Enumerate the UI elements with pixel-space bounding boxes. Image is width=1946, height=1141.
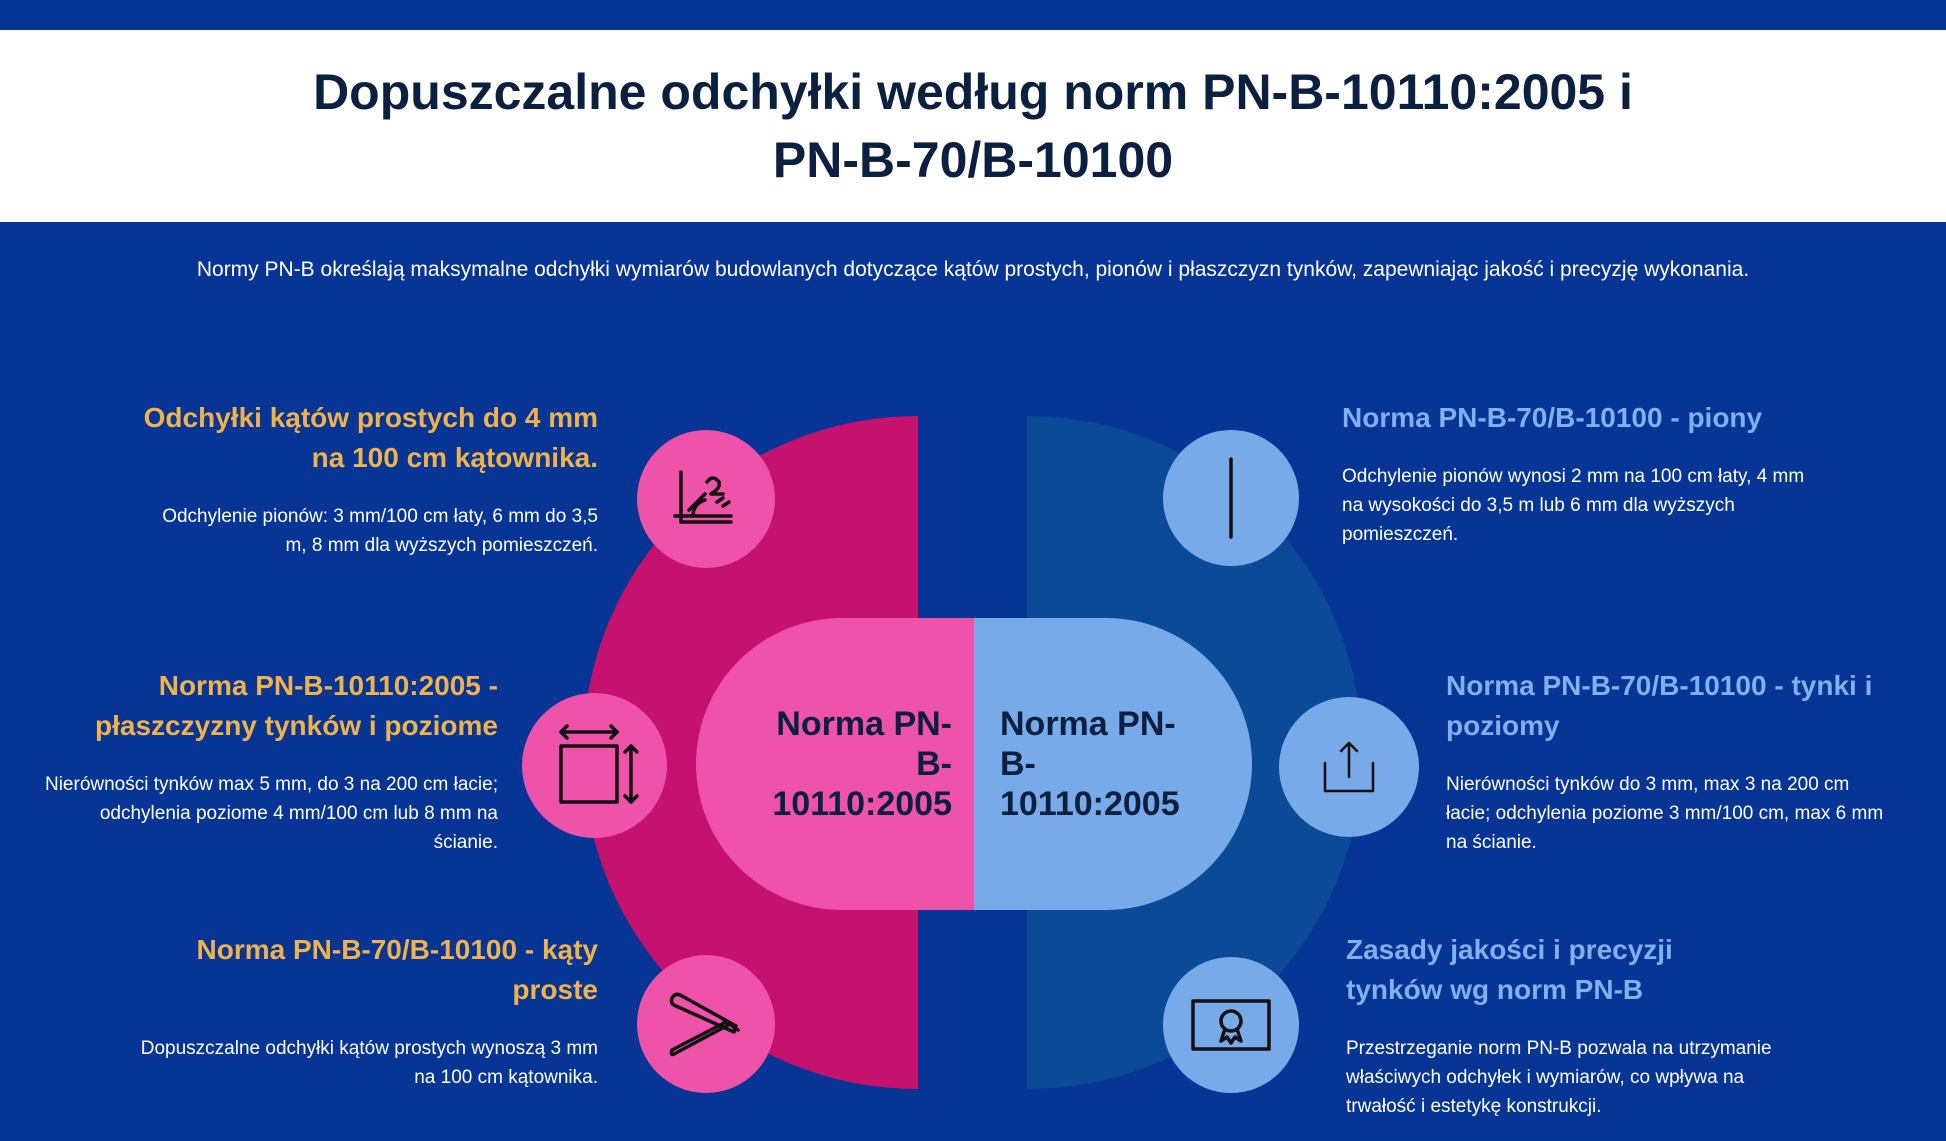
header (0, 30, 1946, 222)
right-item-2-title: Norma PN-B-70/B-10100 - tynki i poziomy (1446, 670, 1873, 741)
vertical-line-icon (1163, 430, 1299, 566)
left-item-2 (40, 666, 498, 857)
right-item-2-text: Nierówności tynków do 3 mm, max 3 na 200 cm łacie; odchylenia poziome 3 mm/100 cm, max 6 mm na ścianie. (1446, 774, 1884, 853)
right-item-3 (1346, 930, 1816, 1121)
resize-square-icon (522, 693, 667, 838)
right-item-3-title: Zasady jakości i precyzji tynków wg norm PN-B (1346, 934, 1673, 1005)
left-item-1 (120, 398, 598, 560)
right-item-3-text: Przestrzeganie norm PN-B pozwala na utrzymanie właściwych odchyłek i wymiarów, co wpływa na trwałość i estetykę konstrukcji. (1346, 1038, 1772, 1117)
left-item-3-title: Norma PN-B-70/B-10100 - kąty proste (196, 934, 598, 1005)
upload-icon (1279, 697, 1419, 837)
right-item-1 (1342, 398, 1812, 549)
center-left-label: Norma PN-B-10110:2005 (772, 705, 952, 823)
left-item-3-text: Dopuszczalne odchyłki kątów prostych wynoszą 3 mm na 100 cm kątownika. (140, 1038, 598, 1088)
angle-measure-icon (637, 430, 775, 568)
left-item-3 (120, 930, 598, 1092)
center-right-label: Norma PN-B-10110:2005 (1000, 705, 1180, 823)
razor-icon (637, 955, 775, 1093)
certificate-icon (1163, 957, 1299, 1093)
page-subtitle: Normy PN-B określają maksymalne odchyłki wymiarów budowlanych dotyczące kątów prostych, pionów i płaszczyzn tynków, zapewniając jakość i precyzję wykonania. (196, 258, 1750, 281)
page-title: Dopuszczalne odchyłki według norm PN-B-10110:2005 i PN-B-70/B-10100 (313, 64, 1633, 188)
center-pill-left (696, 618, 974, 910)
right-item-2 (1446, 666, 1896, 857)
right-item-1-title: Norma PN-B-70/B-10100 - piony (1342, 402, 1763, 433)
left-item-2-title: Norma PN-B-10110:2005 - płaszczyzny tynków i poziome (95, 670, 498, 741)
right-item-1-text: Odchylenie pionów wynosi 2 mm na 100 cm łaty, 4 mm na wysokości do 3,5 m lub 6 mm dla wyższych pomieszczeń. (1342, 466, 1805, 545)
left-item-2-text: Nierówności tynków max 5 mm, do 3 na 200 cm łacie; odchylenia poziome 4 mm/100 cm lub 8 mm na ścianie. (44, 774, 498, 853)
left-item-1-title: Odchyłki kątów prostych do 4 mm na 100 cm kątownika. (143, 402, 598, 473)
left-item-1-text: Odchylenie pionów: 3 mm/100 cm łaty, 6 mm do 3,5 m, 8 mm dla wyższych pomieszczeń. (162, 506, 598, 556)
